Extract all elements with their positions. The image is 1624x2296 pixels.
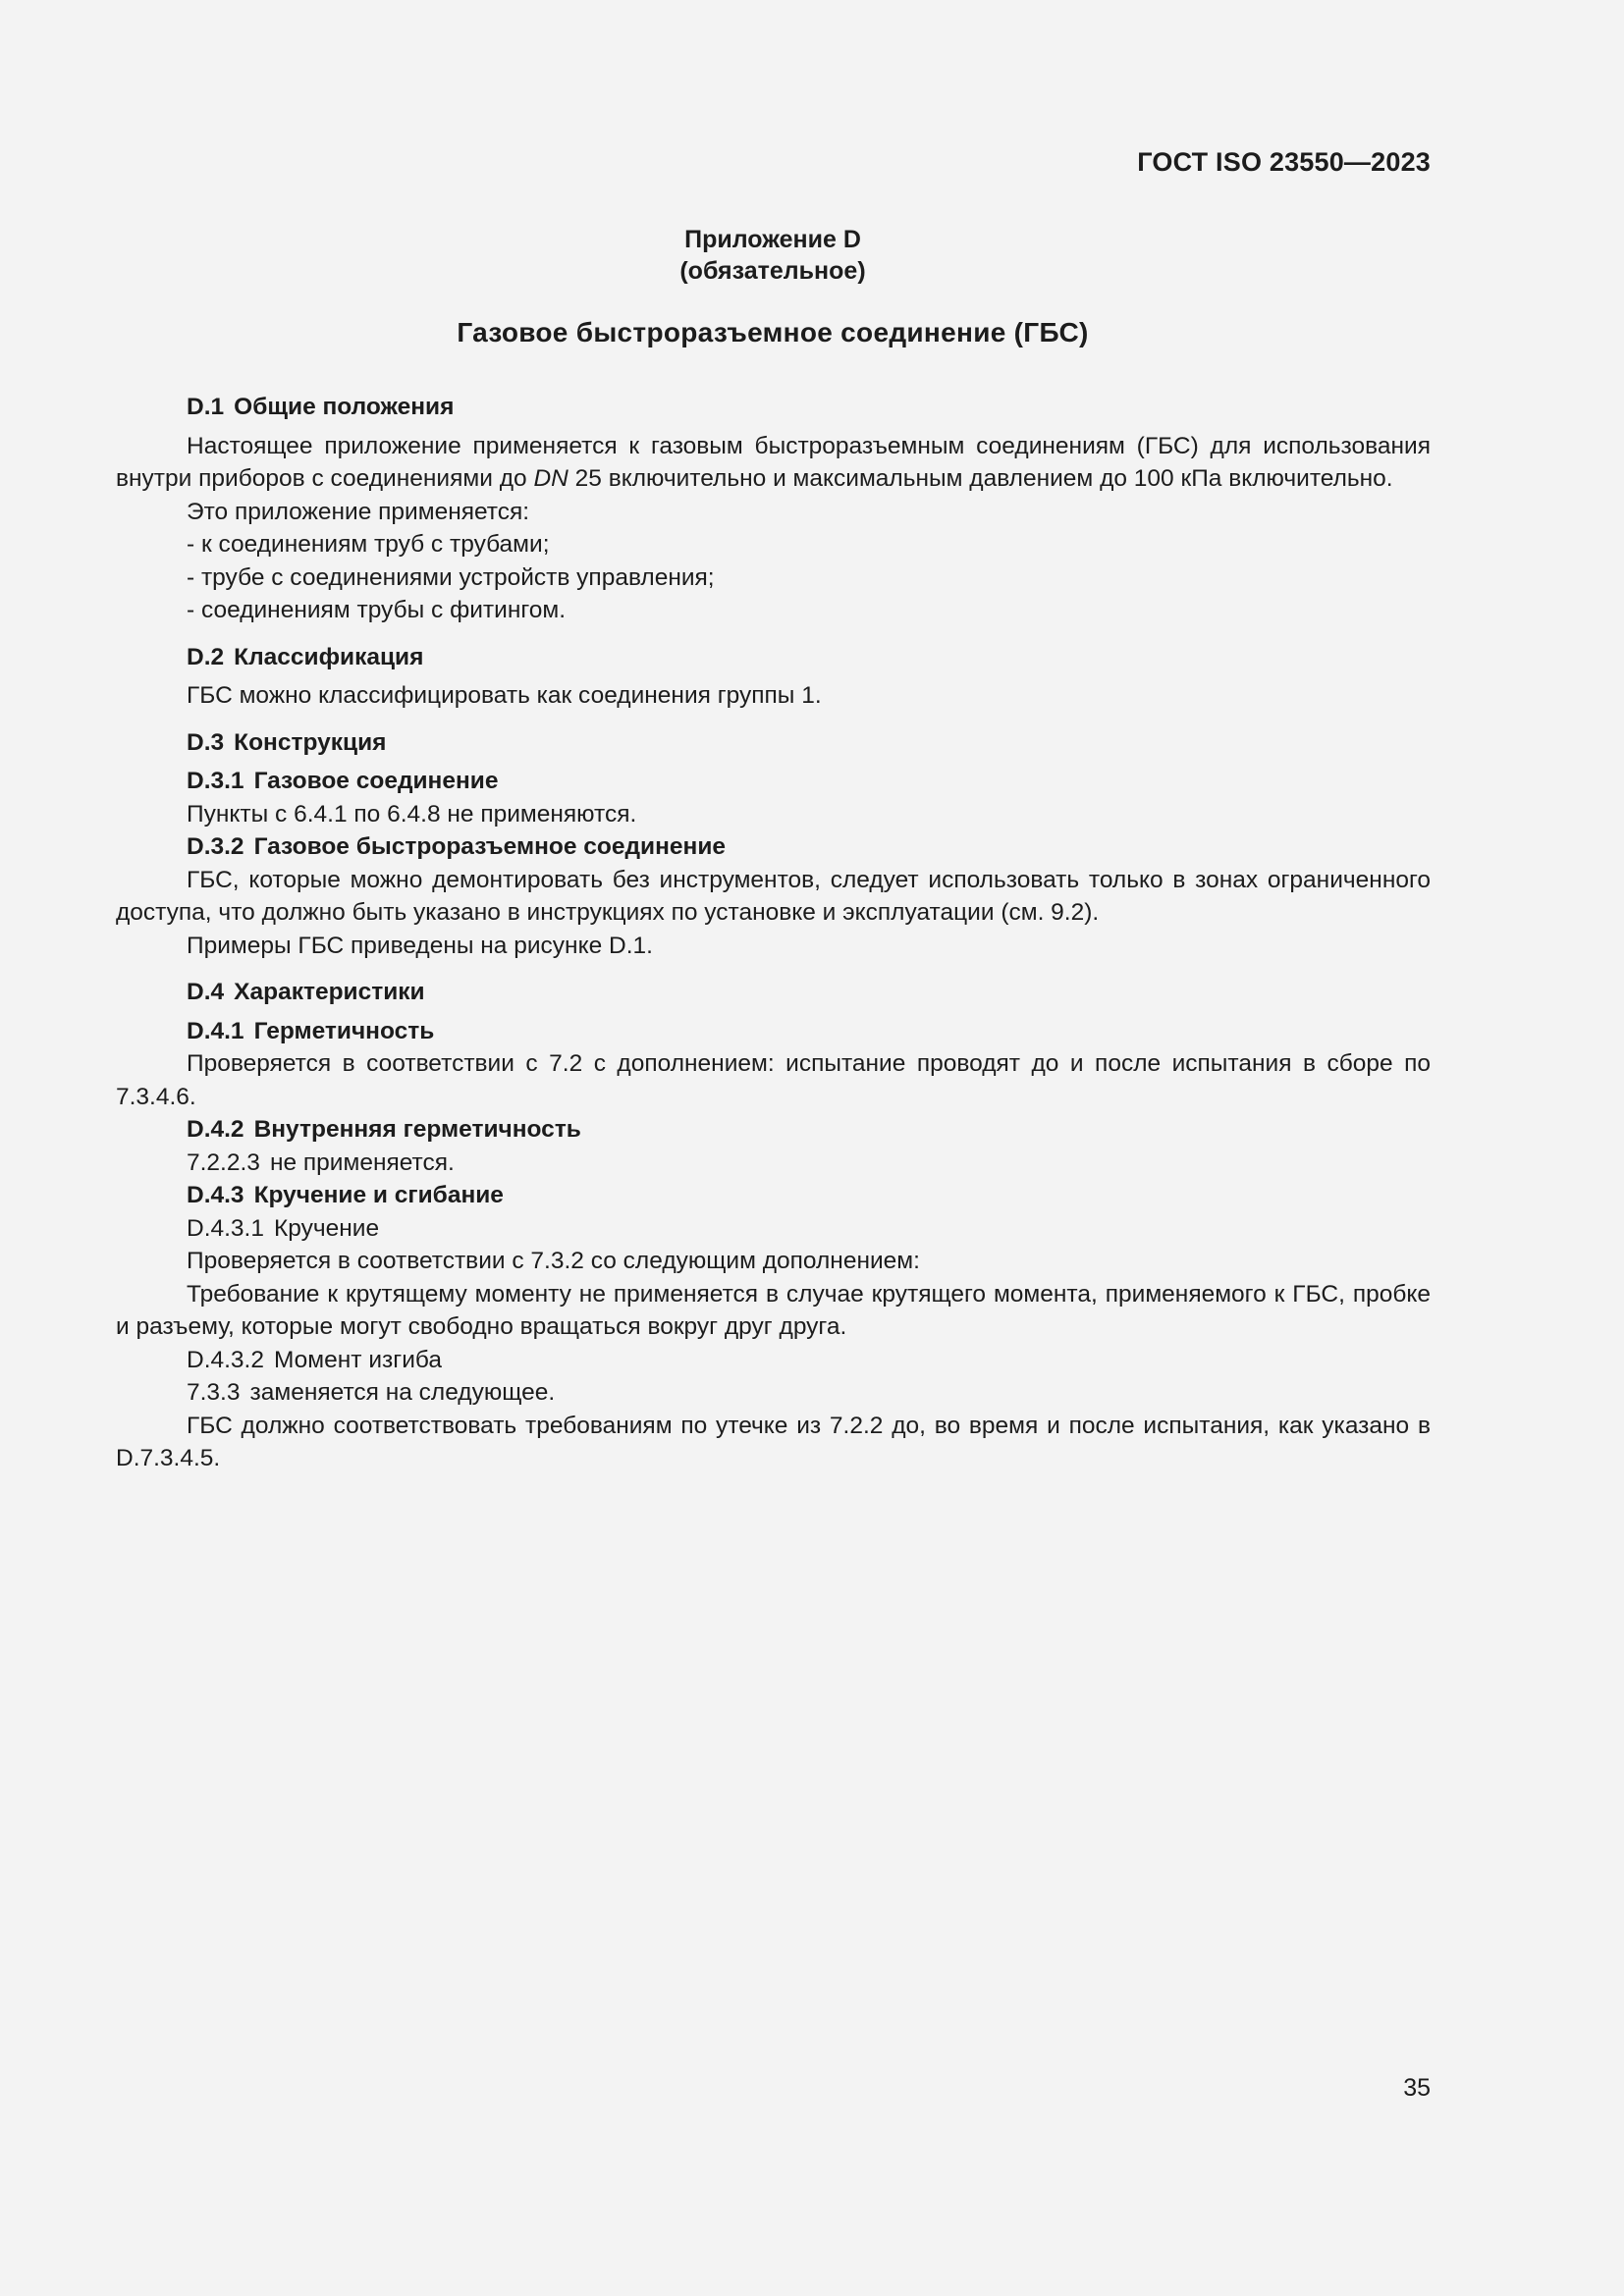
clause-number: D.4.3.1: [187, 1214, 264, 1242]
paragraph: ГБС можно классифицировать как соединения группы 1.: [187, 682, 822, 709]
paragraph: [116, 430, 1431, 496]
section-title: Характеристики: [234, 979, 425, 1005]
clause-number: D.4.3.2: [187, 1346, 264, 1373]
paragraph: Примеры ГБС приведены на рисунке D.1.: [187, 932, 653, 959]
subsection-number: D.3.1: [187, 768, 244, 794]
annex-title: Приложение D: [684, 226, 861, 253]
paragraph-text: 25 включительно и максимальным давлением до 100 кПа включительно.: [568, 465, 1393, 492]
section-title: Общие положения: [234, 394, 455, 420]
subsection-d32-heading: [116, 830, 1431, 864]
clause-reference: 7.3.3: [187, 1379, 241, 1406]
section-title: Конструкция: [234, 728, 387, 756]
section-d2-heading: [116, 641, 1431, 674]
section-d4-heading: [116, 976, 1431, 1009]
paragraph: Требование к крутящему моменту не применяется в случае крутящего момента, применяемого к ГБС, пробке и разъему, которые могут свободно вращаться вокруг друг друга.: [116, 1280, 1431, 1340]
document-body: [116, 391, 1431, 1475]
subsection-d43-heading: [116, 1179, 1431, 1212]
document-code: ГОСТ ISO 23550—2023: [1137, 147, 1431, 177]
section-title: Классификация: [234, 643, 424, 670]
subsection-title: Кручение и сгибание: [253, 1182, 504, 1208]
section-d3-heading: [116, 726, 1431, 760]
paragraph-text: Настоящее приложение применяется к газовым быстроразъемным соединениям (ГБС) для использования внутри приборов с соединениями до: [116, 432, 1431, 492]
paragraph: ГБС должно соответствовать требованиям по утечке из 7.2.2 до, во время и после испытания, как указано в D.7.3.4.5.: [116, 1412, 1431, 1471]
subsection-d42-heading: [116, 1113, 1431, 1147]
list-item: - трубе с соединениями устройств управления;: [187, 563, 715, 591]
paragraph: [116, 1376, 1431, 1410]
subsection-number: D.4.1: [187, 1017, 244, 1044]
subsection-d31-heading: [116, 765, 1431, 798]
annex-name: Газовое быстроразъемное соединение (ГБС): [457, 317, 1089, 347]
subsection-title: Герметичность: [253, 1017, 435, 1044]
clause-title: Момент изгиба: [274, 1346, 442, 1373]
paragraph-text: заменяется на следующее.: [249, 1379, 556, 1406]
section-number: D.2: [187, 643, 225, 670]
paragraph: [116, 1147, 1431, 1180]
paragraph: Пункты с 6.4.1 по 6.4.8 не применяются.: [187, 800, 637, 828]
page-number: 35: [1403, 2074, 1431, 2102]
section-number: D.3: [187, 728, 225, 756]
subsection-number: D.4.3: [187, 1182, 244, 1208]
clause-d431-heading: [116, 1212, 1431, 1246]
paragraph: ГБС, которые можно демонтировать без инструментов, следует использовать только в зонах ограниченного доступа, что должно быть указано в инструкциях по установке и эксплуатации (см. 9.2).: [116, 866, 1431, 926]
subsection-number: D.4.2: [187, 1116, 244, 1143]
subsection-title: Газовое быстроразъемное соединение: [253, 833, 727, 860]
section-number: D.4: [187, 979, 225, 1005]
paragraph: Проверяется в соответствии с 7.2 с дополнением: испытание проводят до и после испытания в сборе по 7.3.4.6.: [116, 1050, 1431, 1110]
clause-title: Кручение: [274, 1214, 380, 1242]
paragraph: Проверяется в соответствии с 7.3.2 со следующим дополнением:: [187, 1248, 920, 1274]
list-item: - соединениям трубы с фитингом.: [187, 597, 567, 623]
clause-d432-heading: [116, 1344, 1431, 1377]
paragraph-text: не применяется.: [269, 1148, 455, 1176]
annex-status: (обязательное): [679, 257, 866, 285]
dn-symbol: DN: [533, 465, 568, 492]
clause-reference: 7.2.2.3: [187, 1148, 260, 1176]
subsection-number: D.3.2: [187, 833, 244, 860]
subsection-d41-heading: [116, 1015, 1431, 1048]
list-item: - к соединениям труб с трубами;: [187, 531, 550, 558]
subsection-title: Газовое соединение: [253, 768, 499, 794]
paragraph: Это приложение применяется:: [187, 498, 530, 525]
section-d1-heading: [116, 391, 1431, 424]
section-number: D.1: [187, 394, 225, 420]
subsection-title: Внутренняя герметичность: [253, 1116, 581, 1143]
